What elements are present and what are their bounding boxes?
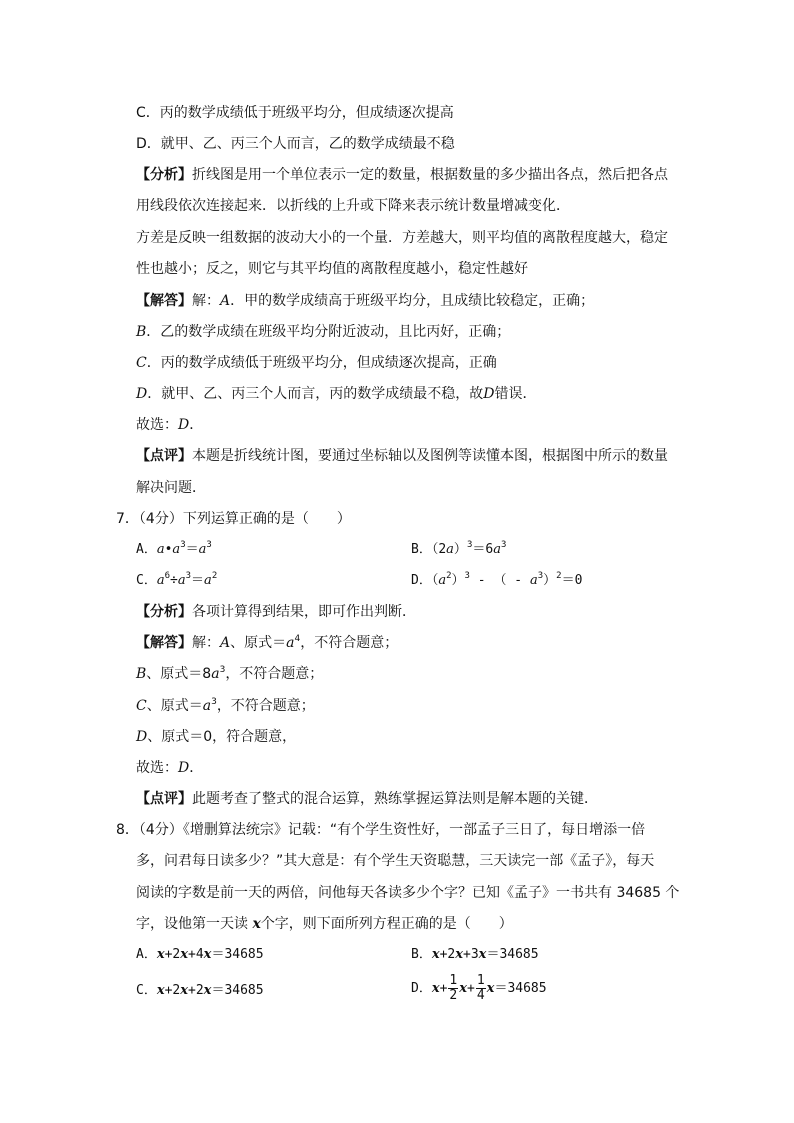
q6-answer-line-1: [136, 292, 594, 310]
q6-comment-line-2: 解决问题．: [136, 480, 206, 496]
q7-answer-c: C、原式$=a^3$，不符合题意；: [136, 697, 315, 714]
option-label: D．: [411, 981, 432, 996]
choose-end: ．: [189, 417, 204, 433]
answer-tag: 【解答】: [136, 635, 192, 651]
answer-text: 错误．: [494, 386, 537, 402]
answer-text: ，不符合题意；: [216, 698, 315, 714]
q7-stem: 7．（4分）下列运算正确的是（ ）: [116, 511, 351, 527]
q6-answer-line-3: [136, 354, 497, 372]
option-rhs: ＝34685: [211, 947, 264, 962]
q7-option-b: B．$(2a)^3=6a^3$: [411, 540, 507, 557]
letter: B: [136, 324, 147, 340]
q6-analysis-line-3: 方差是反映一组数据的波动大小的一个量．方差越大，则平均值的离散程度越大，稳定: [136, 230, 668, 246]
q8-option-c: C．x+2x+2x＝34685: [136, 983, 264, 998]
q7-answer-d: [136, 728, 296, 746]
q6-comment-line-1: [136, 447, 668, 465]
comment-text: 本题是折线统计图，要通过坐标轴以及图例等读懂本图，根据图中所示的数量: [192, 448, 668, 464]
q8-stem-line-2: 多，问君每日读多少？”其大意是：有个学生天资聪慧，三天读完一部《孟子》，每天: [136, 853, 655, 869]
option-label: B．: [411, 947, 432, 962]
q7-option-a: A．$a•a^3=a^3$: [136, 540, 212, 557]
q8-stem-line-3: 阅读的字数是前一天的两倍，问他每天各读多少个字？已知《孟子》一书共有 34685 个: [136, 885, 680, 901]
q6-option-d: D．就甲、乙、丙三个人而言，乙的数学成绩最不稳: [136, 136, 455, 152]
answer-text: ，不符合题意；: [225, 666, 324, 682]
option-rhs: ＝34685: [211, 983, 264, 998]
q6-analysis-line-1: [136, 166, 668, 184]
q7-answer-a: 【解答】解：A、原式$=a^4$，不符合题意；: [136, 634, 399, 651]
analysis-tag: 【分析】: [136, 167, 192, 183]
fraction-one-half: $\frac{1}{2}$: [449, 973, 458, 1003]
q6-answer-line-2: [136, 323, 510, 341]
comment-tag: 【点评】: [136, 448, 192, 464]
choose-end: ．: [189, 760, 204, 776]
fraction-one-quarter: $\frac{1}{4}$: [476, 973, 485, 1003]
q6-analysis-line-4: 性也越小；反之，则它与其平均值的离散程度越小，稳定性越好: [136, 261, 528, 277]
q6-analysis-line-2: 用线段依次连接起来．以折线的上升或下降来表示统计数量增减变化．: [136, 198, 570, 214]
option-rhs: ＝34685: [486, 947, 539, 962]
q7-answer-b: B、原式$=8a^3$，不符合题意；: [136, 665, 324, 682]
q8-option-d: D．x+ $\frac{1}{2}$ x+ $\frac{1}{4}$ x＝34685: [411, 973, 547, 1003]
answer-text: 、原式＝8: [146, 666, 212, 682]
analysis-text: 折线图是用一个单位表示一定的数量，根据数量的多少描出各点，然后把各点: [192, 167, 668, 183]
q8-stem-line-1: 8．（4分）《增删算法统宗》记载：“有个学生资性好，一部孟子三日了，每日增添一倍: [116, 822, 646, 838]
stem-text: 个字，则下面所列方程正确的是（ ）: [260, 916, 513, 932]
answer-text: ．乙的数学成绩在班级平均分附近波动，且比丙好，正确；: [146, 324, 511, 340]
letter: D: [178, 417, 190, 433]
comment-text: 此题考查了整式的混合运算，熟练掌握运算法则是解本题的关键．: [192, 791, 598, 807]
q8-stem-line-4: [136, 915, 513, 933]
letter: C: [136, 698, 147, 714]
stem-text: 字，设他第一天读: [136, 916, 253, 932]
option-label: A．: [136, 542, 157, 557]
analysis-text: 各项计算得到结果，即可作出判断．: [192, 604, 416, 620]
answer-tag: 【解答】: [136, 293, 192, 309]
q8-option-b: B．x+2x+3x＝34685: [411, 947, 539, 962]
q8-option-a: A．x+2x+4x＝34685: [136, 947, 264, 962]
answer-text: ，不符合题意；: [300, 635, 399, 651]
q7-choose: [136, 759, 203, 777]
letter: D: [483, 386, 495, 402]
option-label: C．: [136, 983, 157, 998]
answer-text: ．丙的数学成绩低于班级平均分，但成绩逐次提高，正确: [146, 355, 497, 371]
letter: A: [220, 293, 231, 309]
q6-choose: [136, 416, 203, 434]
letter: D: [136, 386, 148, 402]
letter: A: [220, 635, 231, 651]
analysis-tag: 【分析】: [136, 604, 192, 620]
answer-text: ．就甲、乙、丙三个人而言，丙的数学成绩最不稳，故: [147, 386, 484, 402]
answer-text: 、原式＝: [146, 698, 203, 714]
letter: D: [178, 760, 190, 776]
letter: D: [136, 729, 148, 745]
option-label: C．: [136, 573, 157, 588]
letter: B: [136, 666, 147, 682]
answer-text: 解：: [192, 635, 220, 651]
choose-label: 故选：: [136, 760, 178, 776]
option-label: B．: [411, 542, 432, 557]
option-label: A．: [136, 947, 157, 962]
q7-option-d: D．$(a^2)^3$ - （ - $a^3)^2=0$: [411, 571, 583, 588]
q7-option-c: C．$a^6\div a^3=a^2$: [136, 571, 218, 588]
answer-text: 解：: [192, 293, 220, 309]
q6-option-c: C．丙的数学成绩低于班级平均分，但成绩逐次提高: [136, 105, 454, 121]
answer-text: ．甲的数学成绩高于班级平均分，且成绩比较稳定，正确；: [230, 293, 595, 309]
q6-answer-line-4: [136, 385, 536, 403]
comment-tag: 【点评】: [136, 791, 192, 807]
q7-comment: [136, 790, 598, 808]
variable-x: x: [252, 916, 261, 932]
choose-label: 故选：: [136, 417, 178, 433]
answer-text: 、原式＝: [230, 635, 287, 651]
answer-text: 、原式＝0，符合题意，: [147, 729, 297, 745]
option-rhs: ＝34685: [494, 981, 547, 996]
option-label: D．: [411, 573, 432, 588]
q7-analysis: [136, 603, 416, 621]
letter: C: [136, 355, 147, 371]
